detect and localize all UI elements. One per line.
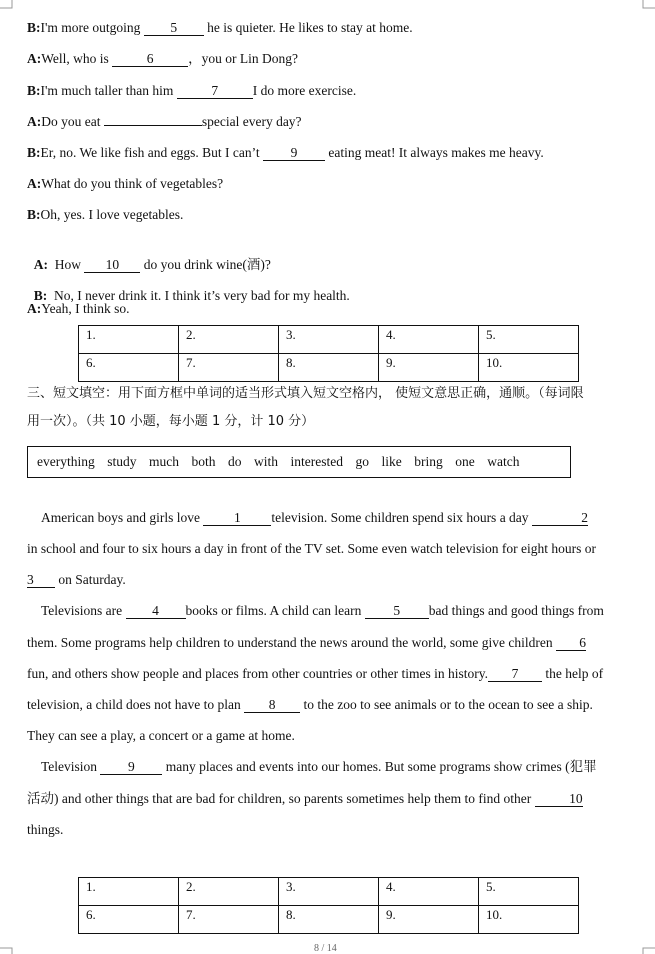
blank: 4 <box>126 603 186 619</box>
answer-cell[interactable]: 6. <box>79 354 179 382</box>
speaker: B: <box>27 207 41 222</box>
answer-table <box>78 325 579 382</box>
blank: 9 <box>100 759 162 775</box>
blank: 5 <box>144 20 204 36</box>
passage-line: They can see a play, a concert or a game at home. <box>27 728 295 743</box>
answer-cell[interactable]: 6. <box>79 906 179 934</box>
passage-line <box>41 509 588 527</box>
answer-cell[interactable]: 3. <box>279 326 379 354</box>
page-number: 8 / 14 <box>314 943 337 954</box>
answer-cell[interactable]: 1. <box>79 326 179 354</box>
dialogue-line <box>27 19 413 37</box>
word-bank <box>27 446 571 478</box>
blank: 6 <box>556 635 586 651</box>
blank: 5 <box>365 603 429 619</box>
dialogue-text: Do you eat <box>41 114 104 129</box>
blank: 9 <box>263 145 325 161</box>
speaker: A: <box>27 176 42 191</box>
word-item: everything <box>37 454 95 469</box>
blank: 2 <box>532 510 588 526</box>
speaker: A: <box>27 114 42 129</box>
dialogue-text: Well, who is <box>41 51 113 66</box>
answer-cell[interactable]: 3. <box>279 878 379 906</box>
passage-line: in school and four to six hours a day in front of the TV set. Some even watch television for eight hours or <box>27 541 597 556</box>
dialogue-text: No, I never drink it. I think it’s very bad for my health. <box>47 288 350 303</box>
dialogue-text: do you drink wine(酒)? <box>140 257 271 272</box>
section-heading: 三、短文填空：用下面方框中单词的适当形式填入短文空格内， 使短文意思正确，通顺。（每词限 <box>27 386 584 401</box>
speaker: A: <box>33 257 48 272</box>
dialogue-text: I'm much taller than him <box>40 83 177 98</box>
dialogue-line <box>27 300 130 318</box>
table-row <box>79 354 579 382</box>
passage-text: books or films. A child can learn <box>185 603 365 618</box>
section-heading-cont: 用一次）。（共 10 小题，每小题 1 分，计 10 分） <box>27 414 315 429</box>
dialogue-text: Yeah, I think so. <box>41 301 130 316</box>
passage-line <box>27 696 593 714</box>
speaker: B: <box>27 20 41 35</box>
word-item: study <box>107 454 137 469</box>
blank: 7 <box>488 666 542 682</box>
speaker: B: <box>27 145 41 160</box>
dialogue-line <box>27 82 356 100</box>
passage-text: to the zoo to see animals or to the ocean to see a ship. <box>300 697 593 712</box>
answer-cell[interactable]: 7. <box>179 354 279 382</box>
passage-line: things. <box>27 822 64 837</box>
passage-line <box>41 758 597 776</box>
dialogue-text: he is quieter. He likes to stay at home. <box>203 20 413 35</box>
answer-table <box>78 877 579 934</box>
passage-line <box>27 634 586 652</box>
answer-cell[interactable]: 8. <box>279 906 379 934</box>
passage-line <box>27 665 603 683</box>
answer-cell[interactable]: 2. <box>179 326 279 354</box>
dialogue-text: I'm more outgoing <box>40 20 144 35</box>
blank: 7 <box>177 83 253 99</box>
speaker: B: <box>27 83 41 98</box>
answer-cell[interactable]: 2. <box>179 878 279 906</box>
answer-cell[interactable]: 8. <box>279 354 379 382</box>
passage-text: on Saturday. <box>55 572 126 587</box>
dialogue-line <box>27 144 544 162</box>
dialogue-text: eating meat! It always makes me heavy. <box>324 145 544 160</box>
blank: 3 <box>27 572 55 588</box>
word-item: like <box>381 454 402 469</box>
crop-mark-top-right <box>635 0 655 20</box>
answer-cell[interactable]: 9. <box>379 354 479 382</box>
passage-text: fun, and others show people and places from other countries or other times in history. <box>27 666 489 681</box>
word-item: both <box>191 454 216 469</box>
passage-text: Television <box>41 759 101 774</box>
passage-text: bad things and good things from <box>428 603 604 618</box>
dialogue-line <box>27 50 298 68</box>
table-row <box>79 906 579 934</box>
speaker: A: <box>27 51 42 66</box>
crop-mark-top-left <box>0 0 20 20</box>
answer-cell[interactable]: 5. <box>479 326 579 354</box>
word-item: bring <box>414 454 443 469</box>
dialogue-text: How <box>48 257 85 272</box>
word-item: do <box>228 454 242 469</box>
word-item: go <box>355 454 370 469</box>
passage-text: American boys and girls love <box>41 510 204 525</box>
answer-cell[interactable]: 5. <box>479 878 579 906</box>
blank: 10 <box>84 257 140 273</box>
passage-text: the help of <box>542 666 604 681</box>
dialogue-text: What do you think of vegetables? <box>41 176 224 191</box>
answer-cell[interactable]: 10. <box>479 906 579 934</box>
speaker: B: <box>33 288 48 303</box>
blank: 10 <box>535 791 583 807</box>
word-item: with <box>254 454 279 469</box>
speaker: A: <box>27 301 42 316</box>
dialogue-text: special every day? <box>201 114 302 129</box>
crop-mark-bottom-left <box>0 934 20 954</box>
dialogue-line <box>27 206 183 224</box>
dialogue-text: Er, no. We like fish and eggs. But I can’t <box>40 145 263 160</box>
blank: 8 <box>244 697 300 713</box>
table-row <box>79 878 579 906</box>
dialogue-text: ，you or Lin Dong? <box>188 51 299 66</box>
passage-text: television. Some children spend six hours a day <box>271 510 532 525</box>
word-item: watch <box>487 454 520 469</box>
dialogue-line <box>27 113 302 131</box>
word-item: one <box>455 454 475 469</box>
answer-cell[interactable]: 1. <box>79 878 179 906</box>
passage-text: many places and events into our homes. But some programs show crimes (犯罪 <box>162 759 597 774</box>
blank: 6 <box>112 51 188 67</box>
answer-cell[interactable]: 4. <box>379 326 479 354</box>
passage-line <box>27 790 583 808</box>
table-row <box>79 326 579 354</box>
word-item: interested <box>290 454 344 469</box>
word-item: much <box>149 454 179 469</box>
passage-line <box>27 571 126 589</box>
answer-cell[interactable]: 7. <box>179 906 279 934</box>
dialogue-text: I do more exercise. <box>252 83 357 98</box>
crop-mark-bottom-right <box>635 934 655 954</box>
answer-cell[interactable]: 9. <box>379 906 479 934</box>
answer-cell[interactable]: 4. <box>379 878 479 906</box>
passage-text: them. Some programs help children to understand the news around the world, some give children <box>27 635 556 650</box>
passage-text: television, a child does not have to plan <box>27 697 245 712</box>
blank: 1 <box>203 510 271 526</box>
answer-cell[interactable]: 10. <box>479 354 579 382</box>
passage-text: 活动) and other things that are bad for children, so parents sometimes help them to find other <box>27 791 535 806</box>
passage-line <box>41 602 604 620</box>
dialogue-text: Oh, yes. I love vegetables. <box>40 207 184 222</box>
blank <box>104 125 202 126</box>
passage-text: Televisions are <box>41 603 126 618</box>
dialogue-line <box>27 175 223 193</box>
